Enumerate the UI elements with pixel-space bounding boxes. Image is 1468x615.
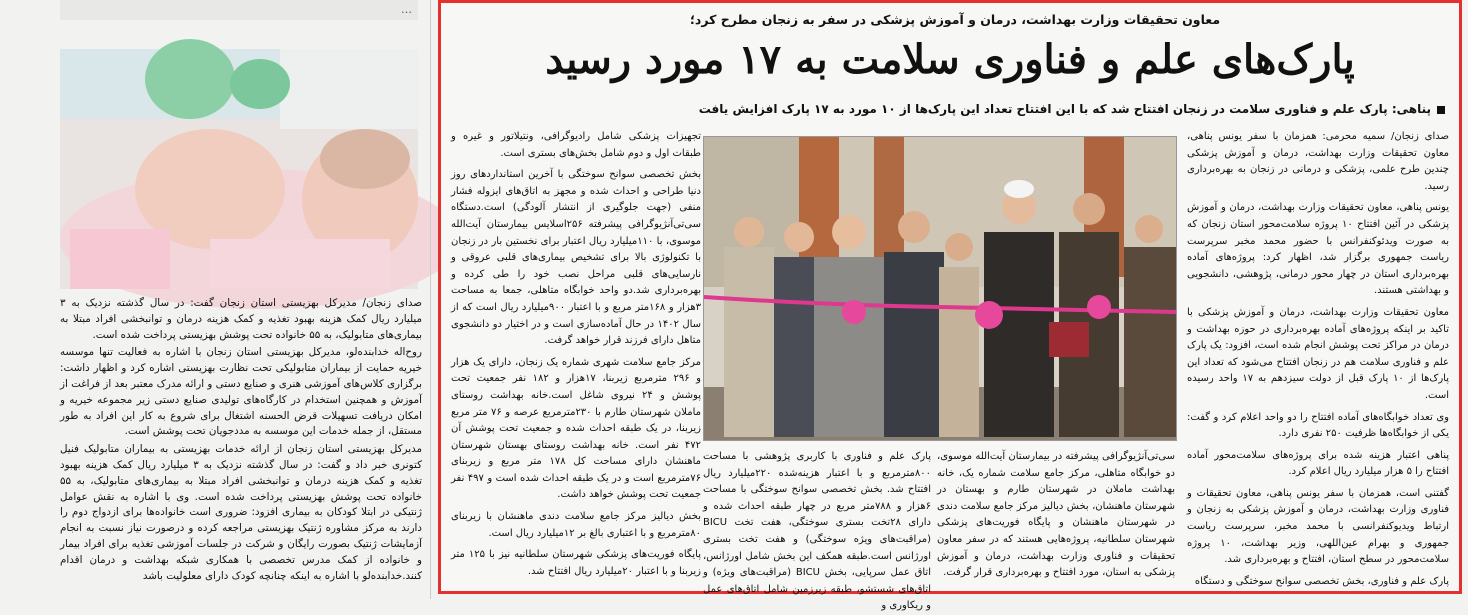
- article-column-right: [1187, 129, 1449, 589]
- article-paragraph: تجهیزات پزشکی شامل رادیوگرافی، ونتیلاتور و غیره و طبقات اول و دوم شامل بخش‌های بستری است.: [451, 131, 701, 159]
- article-paragraph: بخش دیالیز مرکز جامع سلامت دندی ماهنشان با زیربنای ۸۰مترمربع و با اعتباری بالغ بر ۱۲میلیارد ریال است.: [451, 511, 701, 539]
- article-paragraph: پایگاه فوریت‌های پزشکی شهرستان سلطانیه نیز با ۱۲۵ متر زیربنا و با اعتبار ۲۰میلیارد ریال افتتاح شد.: [451, 549, 701, 577]
- article-paragraph: وی تعداد خوابگاه‌های آماده افتتاح را دو واحد اعلام کرد و گفت: یکی از خوابگاه‌ها ظرفیت ۲۵۰ نفری دارد.: [1187, 411, 1449, 440]
- article-kicker: معاون تحقیقات وزارت بهداشت، درمان و آموزش پزشکی در سفر به زنجان مطرح کرد؛: [689, 12, 1221, 27]
- article-paragraph: پناهی اعتبار هزینه شده برای پروژه‌های سلامت‌محور آماده افتتاح را ۵ هزار میلیارد ریال اعلام کرد.: [1187, 449, 1449, 478]
- article-headline: پارک‌های علم و فناوری سلامت به ۱۷ مورد رسید: [545, 36, 1355, 83]
- article-lead-text: پناهی: پارک علم و فناوری سلامت در زنجان افتتاح شد که با این افتتاح تعداد این پارک‌ها از ۱۰ مورد به ۱۷ پارک افزایش یافت: [698, 102, 1431, 116]
- article-column-left: [451, 129, 701, 589]
- left-article-text: [60, 296, 422, 596]
- article-column-mid-left: [703, 449, 932, 612]
- article-paragraph: یونس پناهی، معاون تحقیقات وزارت بهداشت، درمان و آموزش پزشکی در آئین افتتاح ۱۰ پروژه سلامت‌محور استان زنجان که به صورت ویدئوکنفرانس با حضور محمد مخبر سرپرست ریاست جمهوری برگزار شد، اظهار کرد: پروژه‌های آماده بهره‌برداری استان در چهار محور درمانی، پژوهشی، دانشجویی و بهداشتی هستند.: [1187, 202, 1449, 297]
- article-paragraph: پارک علم و فناوری با کاربری پژوهشی با مساحت ۸۰۰مترمربع و با اعتبار هزینه‌شده ۲۲۰میلیارد ریال افتتاح شد. بخش تخصصی سوانح سوختگی با مساحت ۶هزار و ۷۸۸متر مربع در چهار طبقه احداث شده و دارای ۲۸تخت بستری سوختگی، هفت تخت BICU (مراقبت‌های ویژه سوختگی) و هفت تخت بستری اورژانس است.طبقه همکف این بخش شامل اورژانس، اتاق عمل سرپایی، بخش BICU (مراقبت‌های ویژه) و اتاق‌های شستشو، طبقه زیرزمین شامل اتاق‌های عمل و ریکاوری و: [703, 451, 932, 612]
- article-paragraph: گفتنی است، همزمان با سفر یونس پناهی، معاون تحقیقات و فناوری وزارت بهداشت، درمان و آموزش پزشکی به زنجان و ارتباط ویدیوکنفرانسی با محمد مخبر، سرپرست ریاست جمهوری و بهرام عین‌اللهی، وزیر بهداشت، ۱۰ پروژه سلامت‌محور در سطح استان، افتتاح و بهره‌برداری شد.: [1187, 487, 1449, 566]
- article-paragraph: سی‌تی‌آنژیوگرافی پیشرفته در بیمارستان آیت‌الله موسوی، دو خوابگاه متاهلی، مرکز جامع سلامت شماره یک، خانه بهداشت ماملان در شهرستان طارم و بهستان در شهرستان ماهنشان، بخش دیالیز مرکز جامع سلامت دندی در شهرستان ماهنشان و پایگاه فوریت‌های پزشکی شهرستان سلطانیه، پروژه‌هایی هستند که در سفر معاون تحقیقات و فناوری وزارت بهداشت، درمان و آموزش پزشکی به استان، مورد افتتاح و بهره‌برداری قرار گرفت.: [937, 451, 1175, 579]
- left-paragraph: مدیرکل بهزیستی استان زنجان از ارائه خدمات بهزیستی به بیماران متابولیک فنیل کتونری خبر داد و گفت: در سال گذشته نزدیک به ۳ میلیارد ریال کمک هزینه بهبود تغذیه و کمک هزینه درمان و توانبخشی افراد مبتلا به بیماری‌های متابولیک، به ۵۵ خانواده تحت پوشش بهزیستی پرداخت شده است. وی با اشاره به نقش عوامل ژنتیکی در ابتلا کودکان به بیماری افزود: ضروری است خانواده‌ها برای ازدواج دوم را دارند به مرکز مشاوره ژنتیک بهزیستی مراجعه کرده و درصورت نیاز نسبت به انجام آزمایشات ژنتیک بصورت رایگان و شرکت در جلسات آموزشی تغذیه برای افراد بیمار و خانواده از کمک مدرس تخصصی با همکاری شبکه بهداشت و درمان اقدام کنند.خدابنده‌لو با اشاره به اینکه چنانچه کودک دارای معلولیت باشد: [60, 443, 422, 582]
- left-paragraph: صدای زنجان/ مدیرکل بهزیستی استان زنجان گفت: در سال گذشته نزدیک به ۳ میلیارد ریال کمک هزینه بهبود تغذیه و کمک هزینه درمان و توانبخشی افراد مبتلا به بیماری‌های متابولیک، به ۵۵ خانواده تحت پوشش بهزیستی پرداخت شده است.: [60, 297, 422, 341]
- article-paragraph: معاون تحقیقات وزارت بهداشت، درمان و آموزش پزشکی با تاکید بر اینکه پروژه‌های آماده بهره‌برداری در حوزه بهداشت و درمان در مراکز تحت پوشش انجام شده است، افزود: یک پارک علم و فناوری سلامت هم در زنجان افتتاح می‌شود که تعداد این پارک‌ها از ۱۰ پارک قبل از دولت سیزدهم به ۱۷ واحد رسیده است.: [1187, 306, 1449, 401]
- article-paragraph: پارک علم و فناوری، بخش تخصصی سوانح سوختگی و دستگاه: [1194, 575, 1449, 587]
- baby-photo: [60, 49, 418, 289]
- article-paragraph: بخش تخصصی سوانح سوختگی با آخرین استانداردهای روز دنیا طراحی و احداث شده و مجهز به اتاق‌های ایزوله فشار منفی (جهت جلوگیری از انتشار آلودگی) است.دستگاه سی‌تی‌آنژیوگرافی پیشرفته ۲۵۶اسلایس بیمارستان آیت‌الله موسوی، با ۱۱۰میلیارد ریال اعتبار برای نخستین بار در زنجان با تکنولوژی بالا برای تشخیص بیماری‌های قلبی عروقی و نارسایی‌های قلبی مراحل نصب خود را طی کرده و بهره‌برداری شد.دو واحد خوابگاه متاهلی، جمعا به مساحت ۳هزار و ۱۶۸متر مربع و با اعتبار ۹۰۰میلیارد ریال است که از سال ۱۴۰۲ در حال آماده‌سازی است و در اختیار دو دانشجوی متاهل دارای فرزند قرار خواهد گرفت.: [451, 169, 702, 347]
- article-column-mid-right: [937, 449, 1175, 589]
- article-lead: [465, 102, 1445, 116]
- left-top-strip: [60, 0, 418, 20]
- left-paragraph: روح‌اله خدابنده‌لو، مدیرکل بهزیستی استان زنجان با اشاره به فعالیت تنها موسسه خیریه حمایت از بیماران متابولیکی تحت نظارت بهزیستی اشاره کرد و اظهار داشت: برگزاری کلاس‌های آموزشی هنری و صنایع دستی و ارائه مدرک معتبر بعد از فراغت از آموزش و همچنین استخدام در کارگاه‌های تولیدی صنایع دستی زیر مجموعه خیریه و امکان دریافت تسهیلات قرض الحسنه اشتغال برای شروع به کار این افراد به طور مستقل، از جمله خدمات این موسسه به مددجویان تحت پوشش است.: [60, 346, 422, 438]
- article-paragraph: صدای زنجان/ سمیه محرمی: همزمان با سفر یونس پناهی، معاون تحقیقات وزارت بهداشت، درمان و آموزش پزشکی چندین طرح علمی، پزشکی و درمانی در زنجان به بهره‌برداری رسید.: [1187, 131, 1449, 192]
- ribbon-cutting-photo: [703, 136, 1177, 441]
- lead-bullet-icon: [1437, 106, 1445, 114]
- article-paragraph: مرکز جامع سلامت شهری شماره یک زنجان، دارای یک هزار و ۲۹۶ مترمربع زیربنا، ۱۷هزار و ۱۸۲ نفر جمعیت تحت پوشش و ۲۴ نیروی شاغل است.خانه بهداشت روستای ماملان شهرستان طارم با ۲۳۰مترمربع عرصه و ۷۶ متر مربع زیربنا، در یک طبقه احداث شده و جمعیت تحت پوشش آن ۴۷۲ نفر است. خانه بهداشت روستای بهستان شهرستان ماهنشان دارای مساحت کل ۱۷۸ متر مربع و زیربنای ۷۶مترمربع است و در یک طبقه احداث شده است و ۴۹۷ نفر جمعیت تحت پوشش خواهد داشت.: [451, 356, 702, 501]
- highlighted-article: [438, 0, 1462, 612]
- column-divider: [430, 0, 431, 599]
- left-top-strip-text: …: [401, 3, 412, 16]
